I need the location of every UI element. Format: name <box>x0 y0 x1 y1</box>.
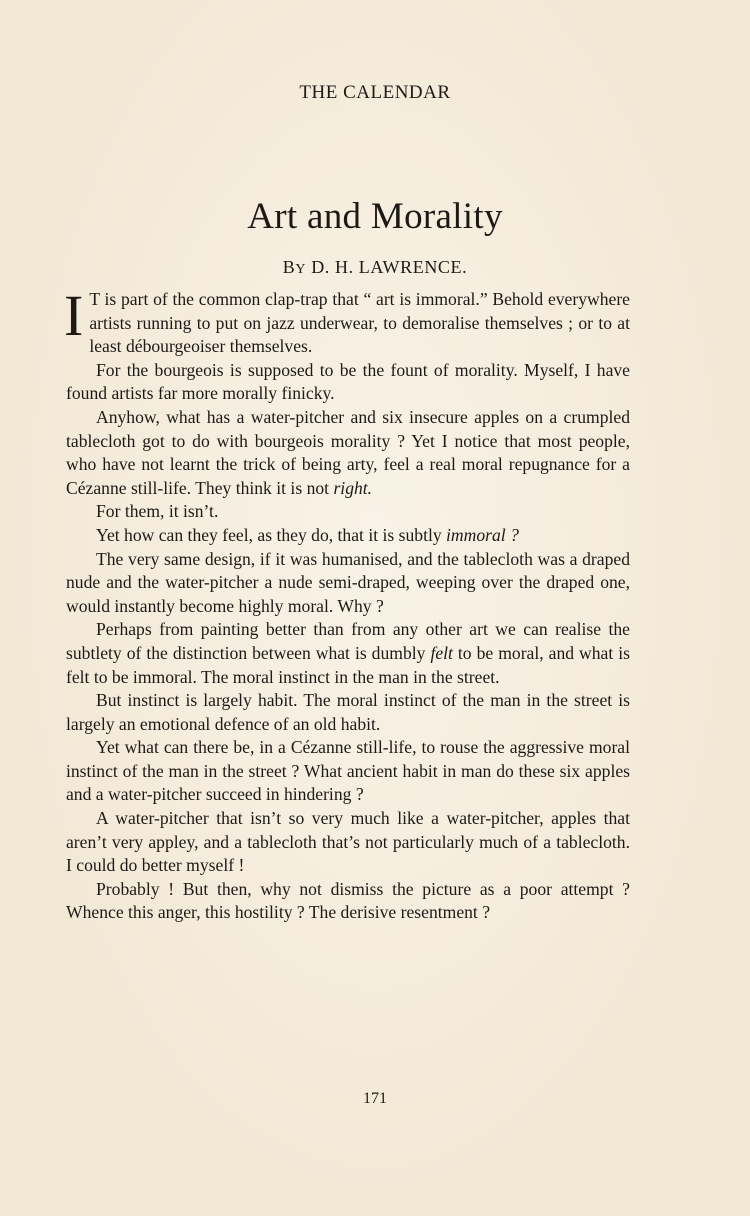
paragraph-7-text-a: Perhaps from painting better than from any other art we can realise the subtlety of the distinction between what is dumbly <box>66 619 630 663</box>
paragraph-5 <box>66 524 630 548</box>
running-head: THE CALENDAR <box>299 82 451 103</box>
paragraph-7-emphasis: felt <box>430 642 453 663</box>
paragraph-6: The very same design, if it was humanised, and the tablecloth was a draped nude and the water-pitcher a nude semi-draped, weeping over the draped one, would instantly become highly moral. Why ? <box>66 548 630 616</box>
page-number: 171 <box>363 1090 387 1107</box>
article-title: Art and Morality <box>247 196 503 237</box>
paragraph-11: Probably ! But then, why not dismiss the picture as a poor attempt ? Whence this anger, this hostility ? The derisive resentment ? <box>66 878 630 923</box>
byline-prefix-rest: Y <box>295 262 307 277</box>
article-body <box>64 283 630 925</box>
paragraph-1 <box>64 283 630 359</box>
drop-cap: I <box>64 283 84 348</box>
paragraph-5-emphasis: immoral ? <box>446 524 519 545</box>
paragraph-8: But instinct is largely habit. The moral instinct of the man in the street is largely an emotional defence of an old habit. <box>66 690 630 734</box>
paragraph-10: A water-pitcher that isn’t so very much like a water-pitcher, apples that aren’t very appley, and a tablecloth that’s not particularly much of a tablecloth. I could do better myself ! <box>66 808 630 876</box>
paragraph-5-text-a: Yet how can they feel, as they do, that it is subtly <box>96 524 447 545</box>
paragraph-3-text-a: Anyhow, what has a water-pitcher and six insecure apples on a crumpled tablecloth got to do with bourgeois morality ? Yet I notice that most people, who have not learnt the trick of being arty, feel a real moral repugnance for a Cézanne still-life. They think it is not <box>66 406 630 498</box>
paragraph-1-text: T is part of the common clap-trap that “ art is immoral.” Behold everywhere artists running to put on jazz underwear, to demoralise themselves ; or to at least débourgeoiser themselves. <box>89 289 630 357</box>
byline-prefix-initial: B <box>282 257 296 277</box>
paragraph-7 <box>66 618 630 689</box>
paragraph-3-emphasis: right. <box>333 477 373 498</box>
paragraph-2: For the bourgeois is supposed to be the fount of morality. Myself, I have found artists far more morally finicky. <box>66 359 630 404</box>
paragraph-3 <box>66 406 630 500</box>
paragraph-9: Yet what can there be, in a Cézanne still-life, to rouse the aggressive moral instinct of the man in the street ? What ancient habit in man do these six apples and a water-pitcher succeed in hindering ? <box>66 737 630 805</box>
byline <box>0 257 750 278</box>
byline-author: D. H. LAWRENCE. <box>311 257 468 277</box>
paragraph-7-text-b: to be moral, and what is felt to be immoral. The moral instinct in the man in the street. <box>66 642 630 687</box>
paragraph-4: For them, it isn’t. <box>96 501 219 522</box>
